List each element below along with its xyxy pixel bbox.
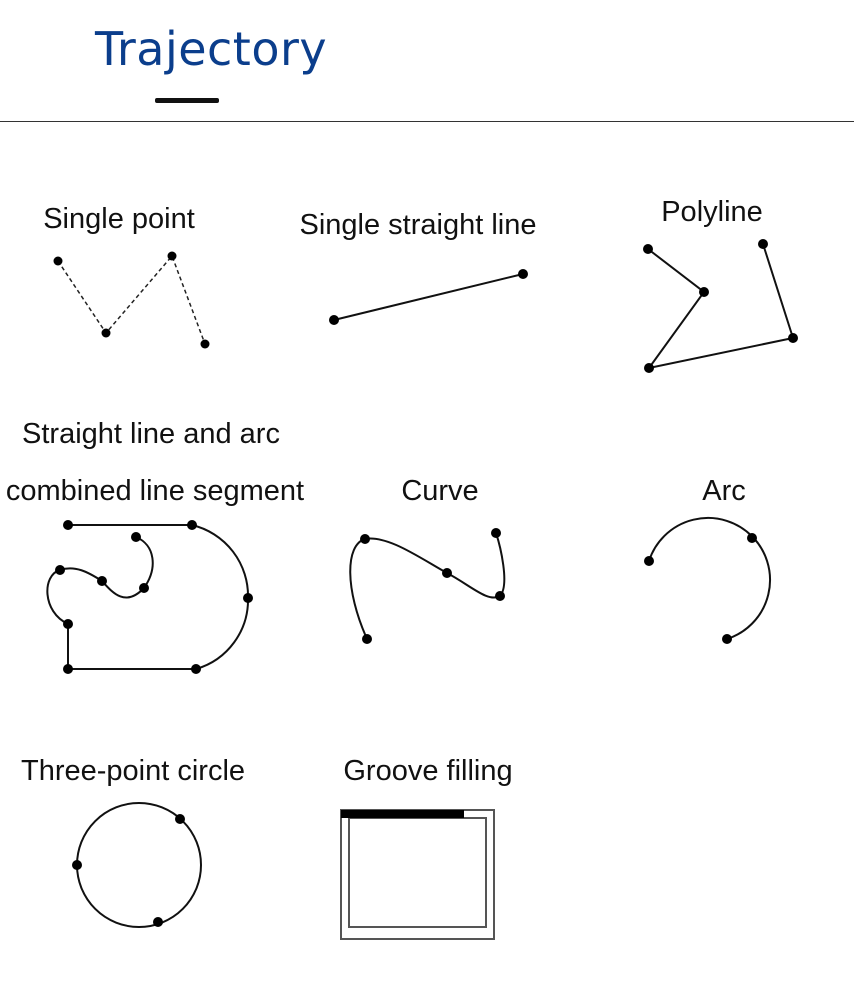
point-marker (102, 329, 111, 338)
groove-inner-frame (349, 818, 486, 927)
groove-filling-label: Groove filling (343, 755, 513, 787)
arc-diagram (644, 475, 770, 644)
polyline-label: Polyline (661, 196, 763, 228)
polyline-path (648, 244, 793, 368)
point-marker (63, 664, 73, 674)
point-marker (699, 287, 709, 297)
point-marker (153, 917, 163, 927)
groove-outer-frame (341, 810, 494, 939)
curve-diagram (350, 475, 505, 644)
point-marker (758, 239, 768, 249)
single-point-label: Single point (43, 203, 195, 235)
point-marker (97, 576, 107, 586)
point-marker (495, 591, 505, 601)
point-marker (168, 252, 177, 261)
groove-filled-bar (341, 810, 464, 818)
point-marker (63, 520, 73, 530)
combined-segment-label-line2: combined line segment (5, 475, 305, 507)
arc-label: Arc (702, 475, 746, 507)
three-point-circle-diagram (21, 755, 245, 927)
curve-path (350, 533, 504, 639)
point-marker (72, 860, 82, 870)
single-point-dashed-path (58, 256, 205, 344)
point-marker (722, 634, 732, 644)
point-marker (644, 556, 654, 566)
point-marker (643, 244, 653, 254)
point-marker (175, 814, 185, 824)
straight-line-segment (334, 274, 523, 320)
point-marker (139, 583, 149, 593)
combined-segment-diagram (6, 418, 304, 674)
combined-segment-path (47, 525, 248, 669)
point-marker (55, 565, 65, 575)
point-marker (201, 340, 210, 349)
point-marker (131, 532, 141, 542)
point-marker (360, 534, 370, 544)
point-marker (518, 269, 528, 279)
point-marker (442, 568, 452, 578)
point-marker (187, 520, 197, 530)
single-straight-line-diagram (300, 209, 537, 325)
combined-segment-label-line1: Straight line and arc (22, 418, 280, 450)
point-marker (788, 333, 798, 343)
point-marker (54, 257, 63, 266)
single-straight-line-label: Single straight line (299, 209, 537, 241)
page-title: Trajectory (95, 22, 328, 76)
point-marker (747, 533, 757, 543)
three-point-circle-label: Three-point circle (20, 755, 246, 787)
polyline-diagram (643, 196, 798, 373)
point-marker (63, 619, 73, 629)
point-marker (243, 593, 253, 603)
groove-filling-diagram (341, 755, 513, 939)
point-marker (191, 664, 201, 674)
point-marker (362, 634, 372, 644)
point-marker (491, 528, 501, 538)
curve-label: Curve (401, 475, 479, 507)
single-point-diagram (43, 203, 209, 349)
point-marker (329, 315, 339, 325)
point-marker (644, 363, 654, 373)
